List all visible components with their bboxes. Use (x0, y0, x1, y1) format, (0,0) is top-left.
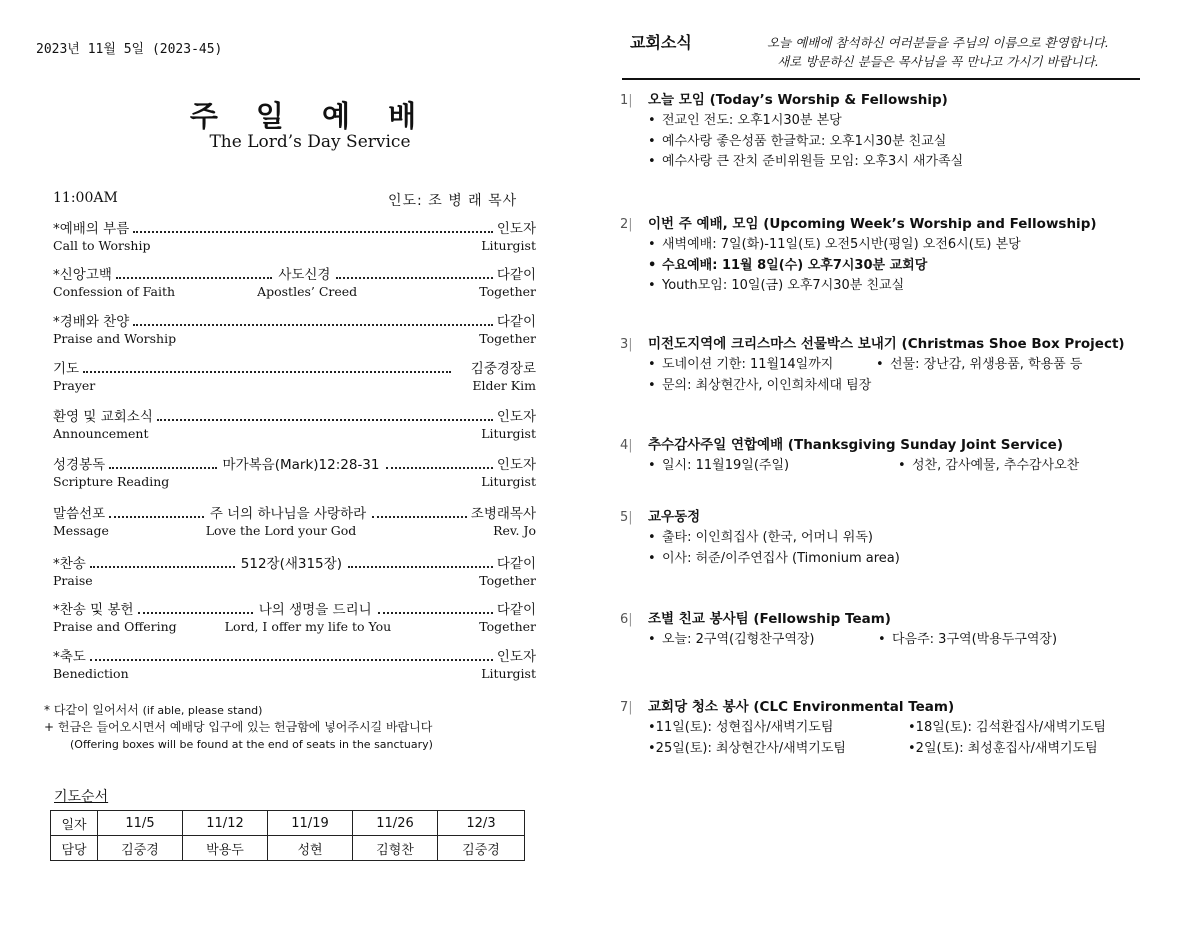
order-item-leader-en: Together (479, 619, 536, 634)
order-item-leader: 조병래목사 (470, 506, 536, 522)
service-notes (44, 702, 433, 753)
news-section-cleaning-team (620, 697, 1180, 759)
table-header-cell: 담당 (51, 836, 98, 861)
news-section-thanksgiving (620, 435, 1180, 477)
order-item-call-to-worship (53, 220, 536, 253)
order-item-title: *찬송 및 봉헌 (53, 602, 134, 618)
order-item-detail-en: Love the Lord your God (205, 523, 357, 538)
order-item-detail: 512장(새315장) (240, 556, 342, 572)
order-item-title: 기도 (53, 361, 80, 377)
order-item-leader: 인도자 (496, 409, 536, 425)
dot-leader (109, 467, 216, 469)
service-leader: 인도: 조 병 래 목사 (388, 193, 518, 209)
order-item-title-en: Benediction (53, 666, 129, 681)
order-item-title-en: Message (53, 523, 109, 538)
order-item-detail: 마가복음(Mark)12:28-31 (222, 457, 380, 473)
order-item-title-en: Call to Worship (53, 238, 151, 253)
order-item-title: *경배와 찬양 (53, 314, 130, 330)
order-item-leader: 김중경장로 (470, 361, 536, 377)
section-number: 3| (620, 337, 633, 352)
order-item-title: *찬송 (53, 556, 86, 572)
dot-leader (133, 324, 493, 326)
news-section-member-news (620, 507, 1180, 569)
order-item-title: 성경봉독 (53, 457, 106, 473)
order-item-leader-en: Liturgist (481, 474, 536, 489)
order-item-leader-en: Rev. Jo (493, 523, 536, 538)
order-item-title: *예배의 부름 (53, 221, 130, 237)
order-item-title: 환영 및 교회소식 (53, 409, 153, 425)
order-item-leader: 다같이 (496, 267, 536, 283)
order-item-title: *신앙고백 (53, 267, 112, 283)
order-item-leader: 인도자 (496, 649, 536, 665)
order-item-detail-en: Lord, I offer my life to You (224, 619, 392, 634)
order-item-title: 말씀선포 (53, 506, 106, 522)
list-item: • 예수사랑 큰 잔치 준비위원들 모임: 오후3시 새가족실 (648, 154, 964, 169)
order-item-title-en: Praise and Offering (53, 619, 177, 634)
bulletin-date: 2023년 11월 5일 (2023-45) (36, 42, 223, 57)
table-cell: 11/5 (98, 811, 183, 836)
service-title-korean: 주 일 예 배 (189, 99, 431, 133)
offering-note-en: (Offering boxes will be found at the end of seats in the sanctuary) (70, 738, 433, 751)
list-item: • 문의: 최상현간사, 이인희차세대 팀장 (648, 377, 872, 393)
welcome-message (738, 33, 1138, 71)
table-row (51, 836, 525, 861)
list-item: • 예수사랑 좋은성품 한글학교: 오후1시30분 친교실 (648, 133, 947, 149)
order-item-title-en: Praise and Worship (53, 331, 177, 346)
table-cell: 11/12 (183, 811, 268, 836)
order-item-confession-of-faith (53, 266, 536, 299)
section-number: 5| (620, 510, 633, 525)
dot-leader (116, 277, 272, 279)
news-title: 교회소식 (630, 33, 692, 52)
offering-note: + 헌금은 들어오시면서 예배당 입구에 있는 헌금함에 넣어주시길 바랍니다 (44, 720, 433, 734)
section-title: 미전도지역에 크리스마스 선물박스 보내기 (Christmas Shoe Box Project) (648, 336, 1125, 352)
order-item-leader-en: Liturgist (481, 666, 536, 681)
section-title: 추수감사주일 연합예배 (Thanksgiving Sunday Joint Service) (648, 437, 1064, 453)
order-item-praise-and-worship (53, 313, 536, 346)
list-item: • 오늘: 2구역(김형찬구역장) • 다음주: 3구역(박용두구역장) (648, 632, 1058, 647)
table-cell: 김중경 (98, 836, 183, 861)
section-title: 이번 주 예배, 모임 (Upcoming Week’s Worship and Fellowship) (648, 216, 1097, 232)
dot-leader (83, 371, 451, 373)
order-item-praise (53, 555, 536, 588)
news-section-fellowship-team (620, 609, 1180, 651)
section-title: 교우동정 (648, 509, 701, 525)
service-time: 11:00AM (53, 190, 118, 206)
news-section-today (620, 90, 1180, 173)
section-title: 오늘 모임 (Today’s Worship & Fellowship) (648, 92, 948, 108)
table-cell: 김중경 (438, 836, 525, 861)
order-item-leader: 인도자 (496, 457, 536, 473)
order-item-title: *축도 (53, 649, 86, 665)
order-item-leader: 다같이 (496, 314, 536, 330)
order-item-message (53, 505, 536, 538)
dot-leader (336, 277, 492, 279)
section-number: 7| (620, 700, 633, 715)
table-cell: 성현 (268, 836, 353, 861)
order-item-leader: 인도자 (496, 221, 536, 237)
dot-leader (157, 419, 493, 421)
dot-leader (133, 231, 493, 233)
dot-leader (372, 516, 467, 518)
list-item: • 전교인 전도: 오후1시30분 본당 (648, 113, 842, 128)
order-item-benediction (53, 648, 536, 681)
section-number: 1| (620, 93, 633, 108)
table-cell: 11/26 (353, 811, 438, 836)
prayer-schedule-title: 기도순서 (54, 789, 109, 805)
list-item: • 출타: 이인희집사 (한국, 어머니 위독) (648, 530, 873, 545)
table-cell: 11/19 (268, 811, 353, 836)
order-item-leader-en: Liturgist (481, 238, 536, 253)
section-title: 조별 친교 봉사팀 (Fellowship Team) (648, 611, 891, 627)
order-item-leader: 다같이 (496, 556, 537, 572)
dot-leader (109, 516, 204, 518)
table-cell: 박용두 (183, 836, 268, 861)
divider (622, 78, 1140, 80)
list-item: •11일(토): 성현집사/새벽기도팀 •18일(토): 김석환집사/새벽기도팀 (648, 720, 1106, 735)
order-item-detail: 나의 생명을 드리니 (258, 602, 372, 618)
order-item-title-en: Confession of Faith (53, 284, 176, 299)
order-item-prayer (53, 360, 536, 393)
order-item-leader: 다같이 (496, 602, 536, 618)
section-number: 6| (620, 612, 633, 627)
dot-leader (138, 612, 253, 614)
order-item-scripture-reading (53, 456, 536, 489)
list-item: •25일(토): 최상현간사/새벽기도팀 •2일(토): 최성훈집사/새벽기도팀 (648, 740, 1098, 756)
dot-leader (386, 467, 493, 469)
list-item: • 도네이션 기한: 11월14일까지 • 선물: 장난감, 위생용품, 학용품 등 (648, 357, 1083, 372)
order-item-leader-en: Together (479, 284, 536, 299)
list-item: • Youth모임: 10일(금) 오후7시30분 친교실 (648, 278, 905, 293)
table-row (51, 811, 525, 836)
order-item-title-en: Prayer (53, 378, 96, 393)
news-section-shoe-box (620, 334, 1180, 396)
section-number: 4| (620, 438, 633, 453)
section-title: 교회당 청소 봉사 (CLC Environmental Team) (648, 699, 955, 715)
dot-leader (348, 566, 493, 568)
table-cell: 12/3 (438, 811, 525, 836)
welcome-line: 새로 방문하신 분들은 목사님을 꼭 만나고 가시기 바랍니다. (777, 54, 1099, 69)
order-item-title-en: Praise (53, 573, 93, 588)
dot-leader (90, 566, 235, 568)
order-item-title-en: Scripture Reading (53, 474, 170, 489)
table-header-cell: 일자 (51, 811, 98, 836)
order-item-detail: 사도신경 (278, 267, 331, 283)
service-title-english: The Lord’s Day Service (209, 132, 411, 152)
section-number: 2| (620, 217, 633, 232)
order-item-leader-en: Liturgist (481, 426, 536, 441)
list-item: • 새벽예배: 7일(화)-11일(토) 오전5시반(평일) 오전6시(토) 본당 (648, 237, 1021, 252)
list-item: • 일시: 11월19일(주일) • 성찬, 감사예물, 추수감사오찬 (648, 458, 1080, 473)
order-item-leader-en: Together (479, 331, 536, 346)
order-item-leader-en: Together (479, 573, 536, 588)
table-cell: 김형찬 (353, 836, 438, 861)
order-item-detail: 주 너의 하나님을 사랑하라 (209, 506, 367, 522)
stand-note: * 다같이 일어서서 (44, 703, 139, 717)
order-item-praise-and-offering (53, 601, 536, 634)
welcome-line: 오늘 예배에 참석하신 여러분들을 주님의 이름으로 환영합니다. (767, 35, 1109, 50)
news-section-upcoming (620, 214, 1180, 297)
prayer-schedule-table (50, 810, 525, 861)
order-item-detail-en: Apostles’ Creed (257, 284, 358, 299)
list-item: • 이사: 허준/이주연집사 (Timonium area) (648, 550, 900, 566)
list-item: • 수요예배: 11월 8일(수) 오후7시30분 교회당 (648, 257, 928, 273)
stand-note-en: (if able, please stand) (142, 704, 263, 717)
order-item-announcement (53, 408, 536, 441)
dot-leader (378, 612, 493, 614)
order-item-title-en: Announcement (53, 426, 149, 441)
order-item-leader-en: Elder Kim (472, 378, 536, 393)
dot-leader (90, 659, 493, 661)
